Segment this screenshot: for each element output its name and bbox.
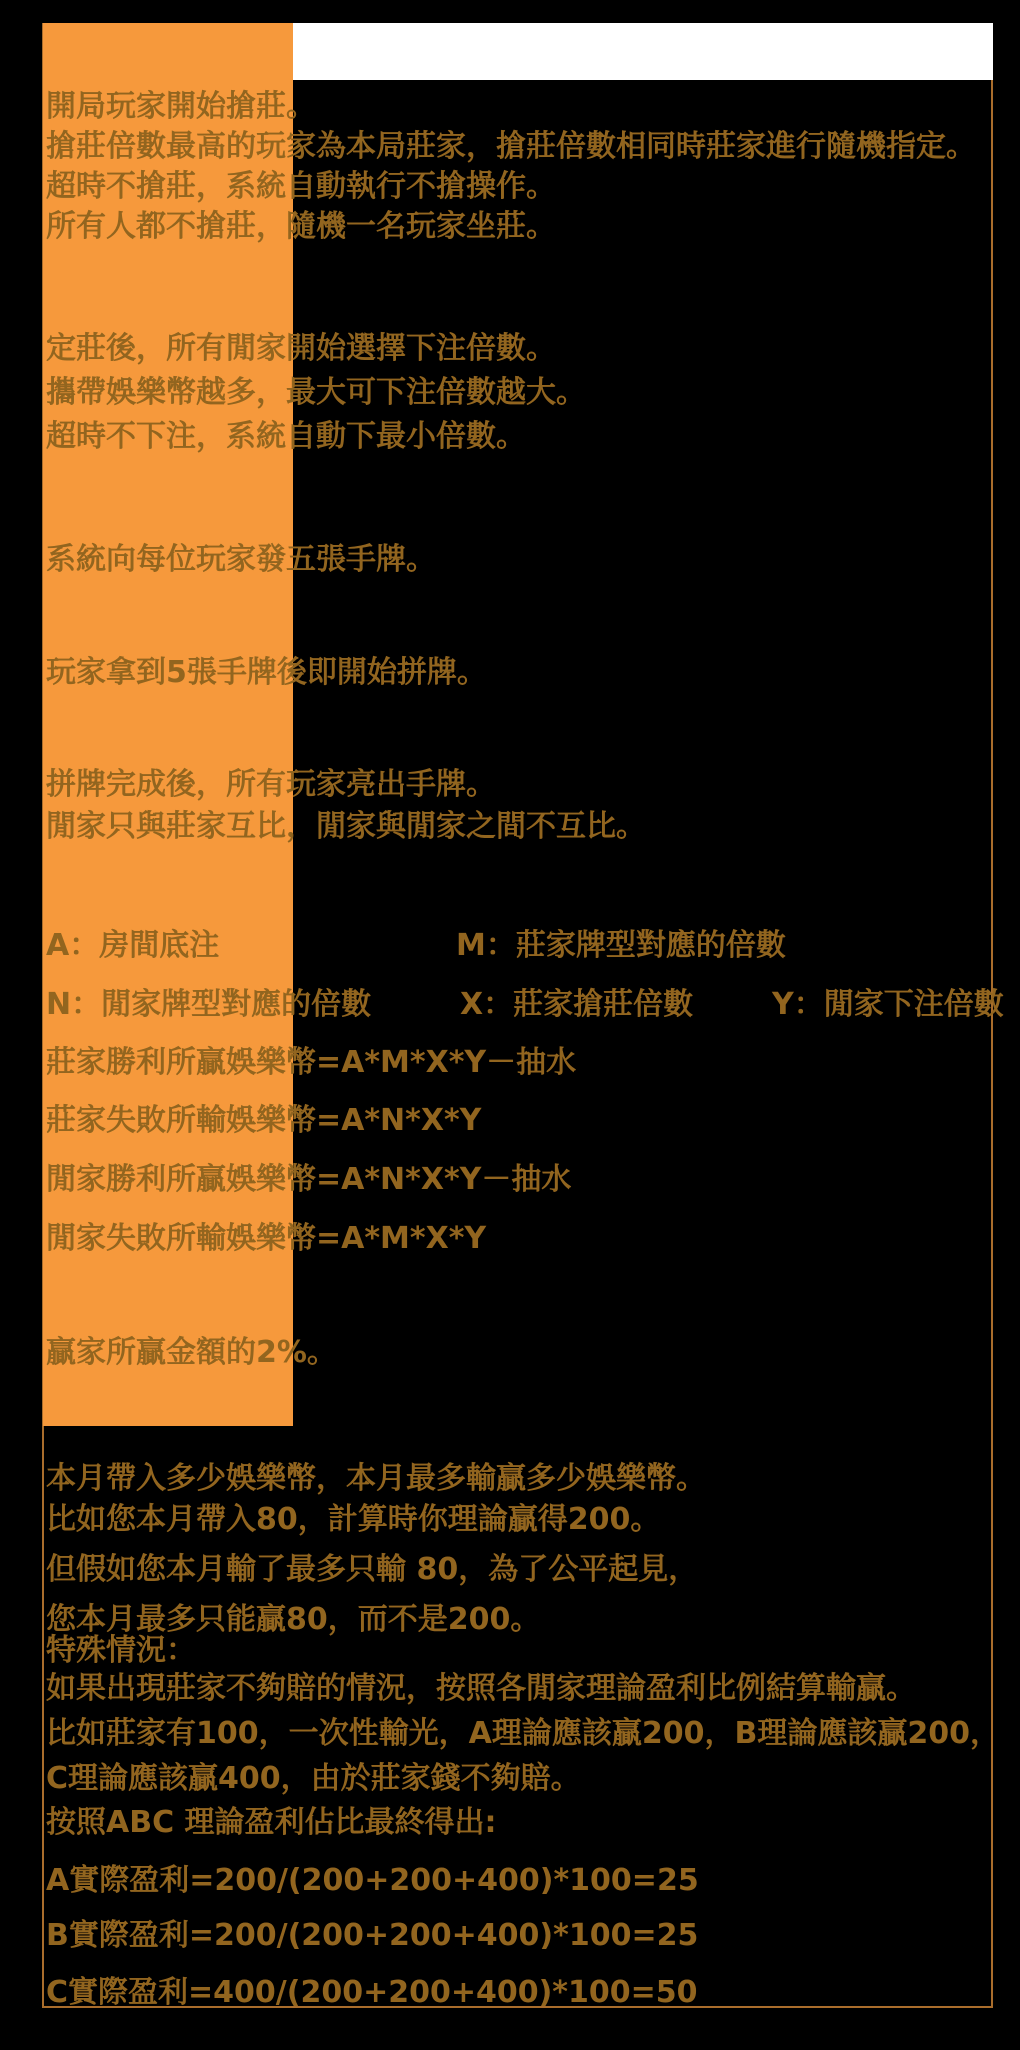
example-line-b: B實際盈利=200/(200+200+400)*100=25 <box>46 1918 699 1953</box>
rule-line-grab-1: 開局玩家開始搶莊。 <box>46 89 316 124</box>
var-def-n: N：閒家牌型對應的倍數 <box>46 987 372 1022</box>
limit-line-3: 但假如您本月輸了最多只輸 80，為了公平起見， <box>46 1552 699 1587</box>
rake-line: 贏家所贏金額的2%。 <box>46 1335 337 1370</box>
example-line-a: A實際盈利=200/(200+200+400)*100=25 <box>46 1863 699 1898</box>
limit-line-5: 如果出現莊家不夠賠的情況，按照各閒家理論盈利比例結算輸贏。 <box>46 1671 916 1706</box>
limit-line-2: 比如您本月帶入80，計算時你理論贏得200。 <box>46 1502 661 1537</box>
limit-line-special: 特殊情況： <box>46 1633 196 1668</box>
limit-line-6: 比如莊家有100，一次性輸光，A理論應該贏200，B理論應該贏200， <box>46 1716 1000 1751</box>
rule-line-grab-3: 超時不搶莊，系統自動執行不搶操作。 <box>46 169 556 204</box>
formula-player-win: 閒家勝利所贏娛樂幣=A*N*X*Y－抽水 <box>46 1162 572 1197</box>
rule-line-bet-2: 攜帶娛樂幣越多，最大可下注倍數越大。 <box>46 375 586 410</box>
limit-line-4: 您本月最多只能贏80，而不是200。 <box>46 1602 541 1637</box>
rule-line-bet-1: 定莊後，所有閒家開始選擇下注倍數。 <box>46 331 556 366</box>
var-def-x: X：莊家搶莊倍數 <box>460 987 694 1022</box>
rule-line-grab-4: 所有人都不搶莊，隨機一名玩家坐莊。 <box>46 209 556 244</box>
var-def-m: M：莊家牌型對應的倍數 <box>456 928 786 963</box>
limit-line-7: C理論應該贏400，由於莊家錢不夠賠。 <box>46 1761 581 1796</box>
formula-banker-win: 莊家勝利所贏娛樂幣=A*M*X*Y－抽水 <box>46 1045 577 1080</box>
limit-line-8: 按照ABC 理論盈利佔比最終得出: <box>46 1805 497 1840</box>
rule-line-compare-1: 拼牌完成後，所有玩家亮出手牌。 <box>46 767 496 802</box>
formula-player-lose: 閒家失敗所輸娛樂幣=A*M*X*Y <box>46 1221 487 1256</box>
rule-line-combine: 玩家拿到5張手牌後即開始拼牌。 <box>46 655 487 690</box>
formula-banker-lose: 莊家失敗所輸娛樂幣=A*N*X*Y <box>46 1103 482 1138</box>
var-def-a: A：房間底注 <box>46 928 220 963</box>
top-white-header <box>293 23 993 80</box>
rule-line-bet-3: 超時不下注，系統自動下最小倍數。 <box>46 419 526 454</box>
rule-line-deal: 系統向每位玩家發五張手牌。 <box>46 542 436 577</box>
limit-line-1: 本月帶入多少娛樂幣，本月最多輸贏多少娛樂幣。 <box>46 1461 706 1496</box>
rule-line-grab-2: 搶莊倍數最高的玩家為本局莊家，搶莊倍數相同時莊家進行隨機指定。 <box>46 129 976 164</box>
var-def-y: Y：閒家下注倍數 <box>772 987 1004 1022</box>
example-line-c: C實際盈利=400/(200+200+400)*100=50 <box>46 1975 698 2010</box>
rule-line-compare-2: 閒家只與莊家互比，閒家與閒家之間不互比。 <box>46 809 646 844</box>
